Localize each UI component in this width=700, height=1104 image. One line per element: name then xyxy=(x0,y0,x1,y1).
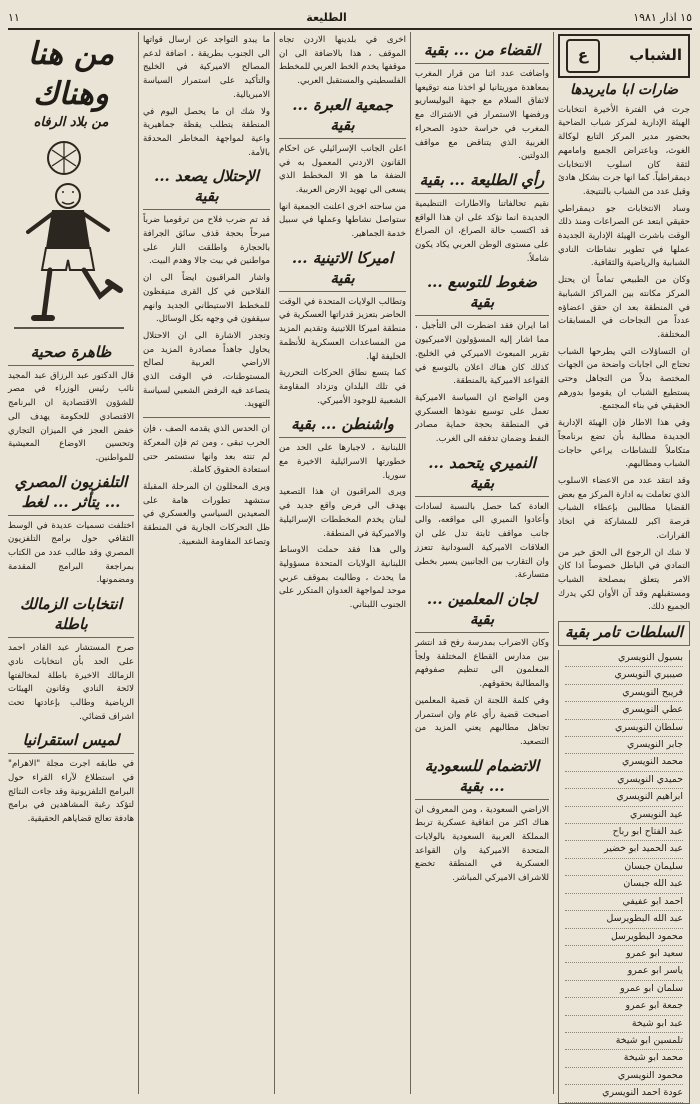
article-paragraph: صرح المستشار عبد القادر احمد على الحد بأن انتخابات نادي الزمالك الاخيرة باطلة لمخالفتها لائحة النادي وقانون الهيئات الرياضية وطالب بإعادتها تحت اشراف قضائي. xyxy=(8,643,134,722)
page-number: ١١ xyxy=(8,10,20,24)
article-paragraph: ومن الواضح ان السياسة الاميركية تعمل على توسيع نفوذها العسكري في المنطقة بحجة حماية مصادر النفط وضمان تدفقه الى الغرب. xyxy=(415,392,549,445)
list-item: تلمسين ابو شيخة xyxy=(565,1033,683,1050)
article-paragraph: ويرى المحللون ان المرحلة المقبلة ستشهد تطورات هامة على الصعيدين السياسي والعسكري في ظل التحركات الجارية في المنطقة وتصاعد المقاومة الشعبية. xyxy=(143,481,270,547)
list-item: سعيد ابو عمرو xyxy=(565,946,683,963)
column-three xyxy=(279,34,406,1092)
newspaper-name: الطليعة xyxy=(306,10,347,24)
list-item: صيبيري النويسري xyxy=(565,667,683,684)
page-header xyxy=(8,6,692,30)
cartoon-shorts xyxy=(42,248,94,270)
masthead-title: الشباب xyxy=(629,46,682,65)
list-item: محمود النويسري xyxy=(565,1068,683,1085)
article-paragraph: وفي هذا الاطار فإن الهيئة الإدارية الجديدة مطالبة بأن تضع برنامجاً متكاملاً للنشاطات يراعي حاجات الشباب ومطالبهم. xyxy=(558,418,690,470)
section-headline: الإحتلال يصعد ... بقية xyxy=(143,166,270,210)
article-paragraph: واضافت عدد اثنا من قرار المغرب بمعاهدة موريتانيا لو اخذنا منه توقيعها لاتفاق السلام مع جبهة البوليساريو ورفضها الاستمرار في الاشتراك مع المغرب في حراسة حدود الصحراء الغربية الذي يتناقض مع مواقف الدولتين. xyxy=(415,69,549,162)
article-paragraph: من ساحته اخرى اعلنت الجمعية انها ستواصل نشاطها وعملها في سبيل خدمة الجماهير. xyxy=(279,201,406,240)
article-paragraph: وقد انتقد عدد من الاعضاء الاسلوب الذي تعاملت به ادارة المركز مع بعض القضايا مطالبين بإعطاء الشباب فرصة اكبر للمشاركة في اتخاذ القرارات. xyxy=(558,475,690,541)
youth-masthead xyxy=(558,34,690,78)
section-headline: التلفزيون المصري ... يتأثر ... لغط xyxy=(8,472,134,516)
column-two xyxy=(415,34,549,1092)
section-headline: ضغوط للتوسع ... بقية xyxy=(415,272,549,316)
article-paragraph: وساد الانتخابات جو ديمقراطي حقيقي ابتعد عن الصراعات ومنذ ذلك الوقت باشرت الهيئة الإدارية الجديدة عملها في تطوير نشاطات النادي الشبابية والرياضية والثقافية. xyxy=(558,203,690,269)
list-item: ياسر ابو عمرو xyxy=(565,963,683,980)
list-item: جابر النويسري xyxy=(565,737,683,754)
article-paragraph: لا شك ان الرجوع الى الحق خير من التمادي في الباطل خصوصاً اذا كان الامر يتعلق بمصلحة الشباب ومستقبلهم وقد آن الأوان لكي يدرك الجميع ذلك. xyxy=(558,547,690,613)
list-item: احمد ابو عفيفي xyxy=(565,894,683,911)
list-item: عبد الفتاح ابو رباح xyxy=(565,824,683,841)
article-paragraph: والى هذا فقد حملت الاوساط اللبنانية الولايات المتحدة مسؤولية ما يحدث ، وطالبت بموقف عربي موحد لمواجهة العدوان المتكرر على الجنوب اللبناني. xyxy=(279,545,406,611)
list-item: عيد النويسري xyxy=(565,807,683,824)
article-paragraph: اخرى في بلدينها الاردن تجاه الموقف ، هذا بالاضافة الى ان موقفها يخدم الخط العربي للمخطط الفلسطيني والمستقبل العربي. xyxy=(279,35,406,87)
cartoon-legs xyxy=(44,270,112,316)
column-title: من هنا وهناك xyxy=(27,36,115,112)
article-paragraph: اعلن الجانب الإسرائيلي عن احكام القانون الاردني المعمول به في الضفة ما هو الا المخطط الذي يسعى الى تهويد الارض العربية. xyxy=(279,143,406,195)
article-paragraph: قال الدكتور عبد الرزاق عبد المجيد نائب رئيس الوزراء في مصر للشؤون الاقتصادية ان البرنامج الاقتصادي للحكومة يهدف الى خفض العجز في الميزان التجاري وتحسين الاوضاع المعيشية للمواطنين. xyxy=(8,370,134,463)
list-item: محمود البطويرسل xyxy=(565,929,683,946)
section-headline: الاتضمام للسعودية ... بقية xyxy=(415,756,549,800)
section-headline: النميري يتحمد ... بقية xyxy=(415,453,549,497)
section-headline: لجان المعلمين ... بقية xyxy=(415,589,549,633)
cartoon-illustration xyxy=(4,136,134,336)
list-item: حميدي النويسري xyxy=(565,772,683,789)
section-headline: جمعية العبرة ... بقية xyxy=(279,95,406,139)
article-paragraph: ويرى المراقبون ان هذا التصعيد يهدف الى فرض واقع جديد في لبنان يخدم المخططات الإسرائيلية والاميركية في المنطقة. xyxy=(279,487,406,539)
article-paragraph: الاراضي السعودية ، ومن المعروف ان هناك اكثر من اتفاقية عسكرية تربط المملكة العربية السعودية بالولايات المتحدة الاميركية وان القواعد العسكرية في المنطقة تخضع للاشراف الاميركي المباشر. xyxy=(415,804,549,884)
column-youth xyxy=(558,34,690,1099)
list-item: جمعة ابو عمرو xyxy=(565,998,683,1015)
list-item: عبد الله جبسان xyxy=(565,876,683,893)
list-item: محمد النويسري xyxy=(565,754,683,771)
list-item: ابراهيم النويسري xyxy=(565,789,683,806)
issue-date: ١٥ اذار ١٩٨١ xyxy=(633,10,692,24)
list-item: سليمان جبسان xyxy=(565,859,683,876)
article-paragraph: وكان من الطبيعي تماماً ان يحتل المركز مكانته بين المراكز الشبابية في المنطقة بعد ان حقق اعضاؤه عدداً من النجاحات في المسابقات المختلفة. xyxy=(558,275,690,340)
section-headline: اميركا الاتينية ... بقية xyxy=(279,248,406,292)
list-item: سلطان النويسري xyxy=(565,720,683,737)
article-paragraph: ولا شك ان ما يحصل اليوم في المنطقة يتطلب يقظة جماهيرية واعية لمواجهة المخاطر المحدقة بالأمة. xyxy=(143,106,270,158)
article-paragraph: جرت في الفترة الأخيرة انتخابات الهيئة الإدارية لمركز شباب الضاحية بحضور مدير المركز التابع لوكالة الغوث، وباعتراض الجميع وامامهم لثقة كان اسلوب الانتخابات ديمقراطياً. كما انها جرت بشكل هادئ وقبل عدد من الشباب بالنتيجة. xyxy=(558,104,690,197)
article-paragraph: كما يتسع نطاق الحركات التحررية في تلك البلدان وتزداد المقاومة الشعبية للوجود الأميركي. xyxy=(279,368,406,406)
list-item: فريبح النويسري xyxy=(565,685,683,702)
article-paragraph: اختلفت تسميات عديدة في الوسط الثقافي حول برامج التلفزيون المصري وقد طالب عدد من الكتاب بمراجعة البرامج المقدمة ومضمونها. xyxy=(8,520,134,586)
column-subtitle: من بلاد الرفاه xyxy=(33,115,109,130)
article-paragraph: وفي كلمة اللجنة ان قضية المعلمين اصبحت قضية رأي عام وان استمرار تجاهل مطالبهم يعني المزيد من التصعيد. xyxy=(415,695,549,747)
article-paragraph: وكان الاضراب بمدرسة رفح قد انتشر بين مدارس القطاع المختلفة ولجأ المعلمون الى تنظيم صفوفهم والمطالبة بحقوقهم. xyxy=(415,637,549,690)
article-paragraph: اللبنانية ، لاجبارها على الحد من خطورتها الاسرائيلية الاخيرة مع سوريا. xyxy=(279,443,406,481)
article-paragraph: واشار المراقبون ايضاً الى ان الفلاحين في كل القرى متيقظون للمخطط الاستيطاني الجديد وانهم سيقفون في وجهه بكل الوسائل. xyxy=(143,273,270,325)
section-headline: لميس استقرانيا xyxy=(8,730,134,754)
list-item: محمد ابو شيخة xyxy=(565,1050,683,1067)
masthead-logo-icon: ع xyxy=(566,39,600,73)
column-here-and-there xyxy=(8,34,134,1092)
section-headline: انتخابات الزمالك باطلة xyxy=(8,594,134,638)
article-paragraph: ان الحدس الذي يقدمه الصف ، فإن الحرب تبقى ، ومن ثم فإن المعركة لم تنته بعد وانها ستستمر حتى استعادة الحقوق كاملة. xyxy=(143,424,270,476)
list-item: بسيول النويسري xyxy=(565,650,683,667)
column-four xyxy=(143,34,270,1092)
list-item: عبد ابو شيخة xyxy=(565,1016,683,1033)
article-paragraph: في طابقه اجرت مجلة "الاهرام" في استطلاع لآراء القراء حول البرامج التلفزيونية وقد جاءت النتائج لتؤكد رغبة المشاهدين في برامج هادفة تعالج قضاياهم الحقيقية. xyxy=(8,759,134,825)
list-item: عطي النويسري xyxy=(565,702,683,719)
article-paragraph: العادة كما حصل بالنسبة لسادات وأعادوا النميري الى مواقعه، والى جانب مواقف ثابتة تدل على ان العلاقات الاميركية السودانية تتعزز وان التقارب بين الجانبين يسير بخطى متسارعة. xyxy=(415,501,549,581)
article-paragraph: نقيم تحالفاتنا والاطارات التنظيمية الجديدة انما نؤكد على ان هذا الواقع قد اكتسب حالة الصراع، ان الصراع على مستوى الوطن العربي يكاد يكون شاملاً. xyxy=(415,198,549,264)
list-item: عودة احمد النويسري xyxy=(565,1085,683,1102)
section-headline: ظاهرة صحية xyxy=(8,342,134,366)
names-list xyxy=(558,650,690,1104)
article-paragraph: اما ايران فقد اضطرت الى التأجيل ، مما اشار إليه المسؤولون الاميركيون تقرير المبعوث الاميركي في الخليج. كذلك كان هناك اعلان بالتوسع في القواعد الاميركية بالمنطقة. xyxy=(415,321,549,387)
article-paragraph: ان التساؤلات التي يطرحها الشباب تحتاج الى اجابات واضحة من الجهات المختصة بدلاً من التجاهل وحتى يستطيع الشباب ان يقوموا بدورهم الحقيقي في بناء المجتمع. xyxy=(558,346,690,412)
list-item: سلمان ابو عمرو xyxy=(565,981,683,998)
names-list-title: السلطات تامر بقية xyxy=(558,621,690,646)
section-headline: رأي الطليعة ... بقية xyxy=(415,170,549,194)
article-paragraph: قد تم ضرب فلاح من ترقوميا ضرباً مبرحاً بحجة قذف سائق الجرافة بالحجارة واطلقت النار على مواطنين في بيت جالا وهدم البيت. xyxy=(143,215,270,267)
article-paragraph: وتطالب الولايات المتحدة في الوقت الحاضر بتعزيز قدراتها العسكرية في منطقة اميركا اللاتينية وتقديم المزيد من المساعدات العسكرية للأنظمة الحليفة لها. xyxy=(279,296,406,362)
section-headline: القضاء من ... بقية xyxy=(415,40,549,64)
section-headline: واشنطن ... بقية xyxy=(279,414,406,438)
article-paragraph: وتجدر الاشارة الى ان الاحتلال يحاول جاهداً مصادرة المزيد من الاراضي العربية لصالح المستوطنات، في الوقت الذي يتصاعد فيه الرفض الشعبي لسياسة التهويد. xyxy=(143,330,270,410)
article-paragraph: ما يبدو التواجد عن ارسال قواتها الى الجنوب بطريقة ، اضافة لدعم المصالح الاميركية في الخليج والتأكيد على استمرار السياسة الامبريالية. xyxy=(143,35,270,100)
list-item: عبد الله البطويرسل xyxy=(565,911,683,928)
cartoon-ball-pattern xyxy=(52,142,76,174)
youth-subhead: ضارات ابا مايريدها xyxy=(569,82,679,98)
list-item: عبد الحميد ابو خضير xyxy=(565,841,683,858)
